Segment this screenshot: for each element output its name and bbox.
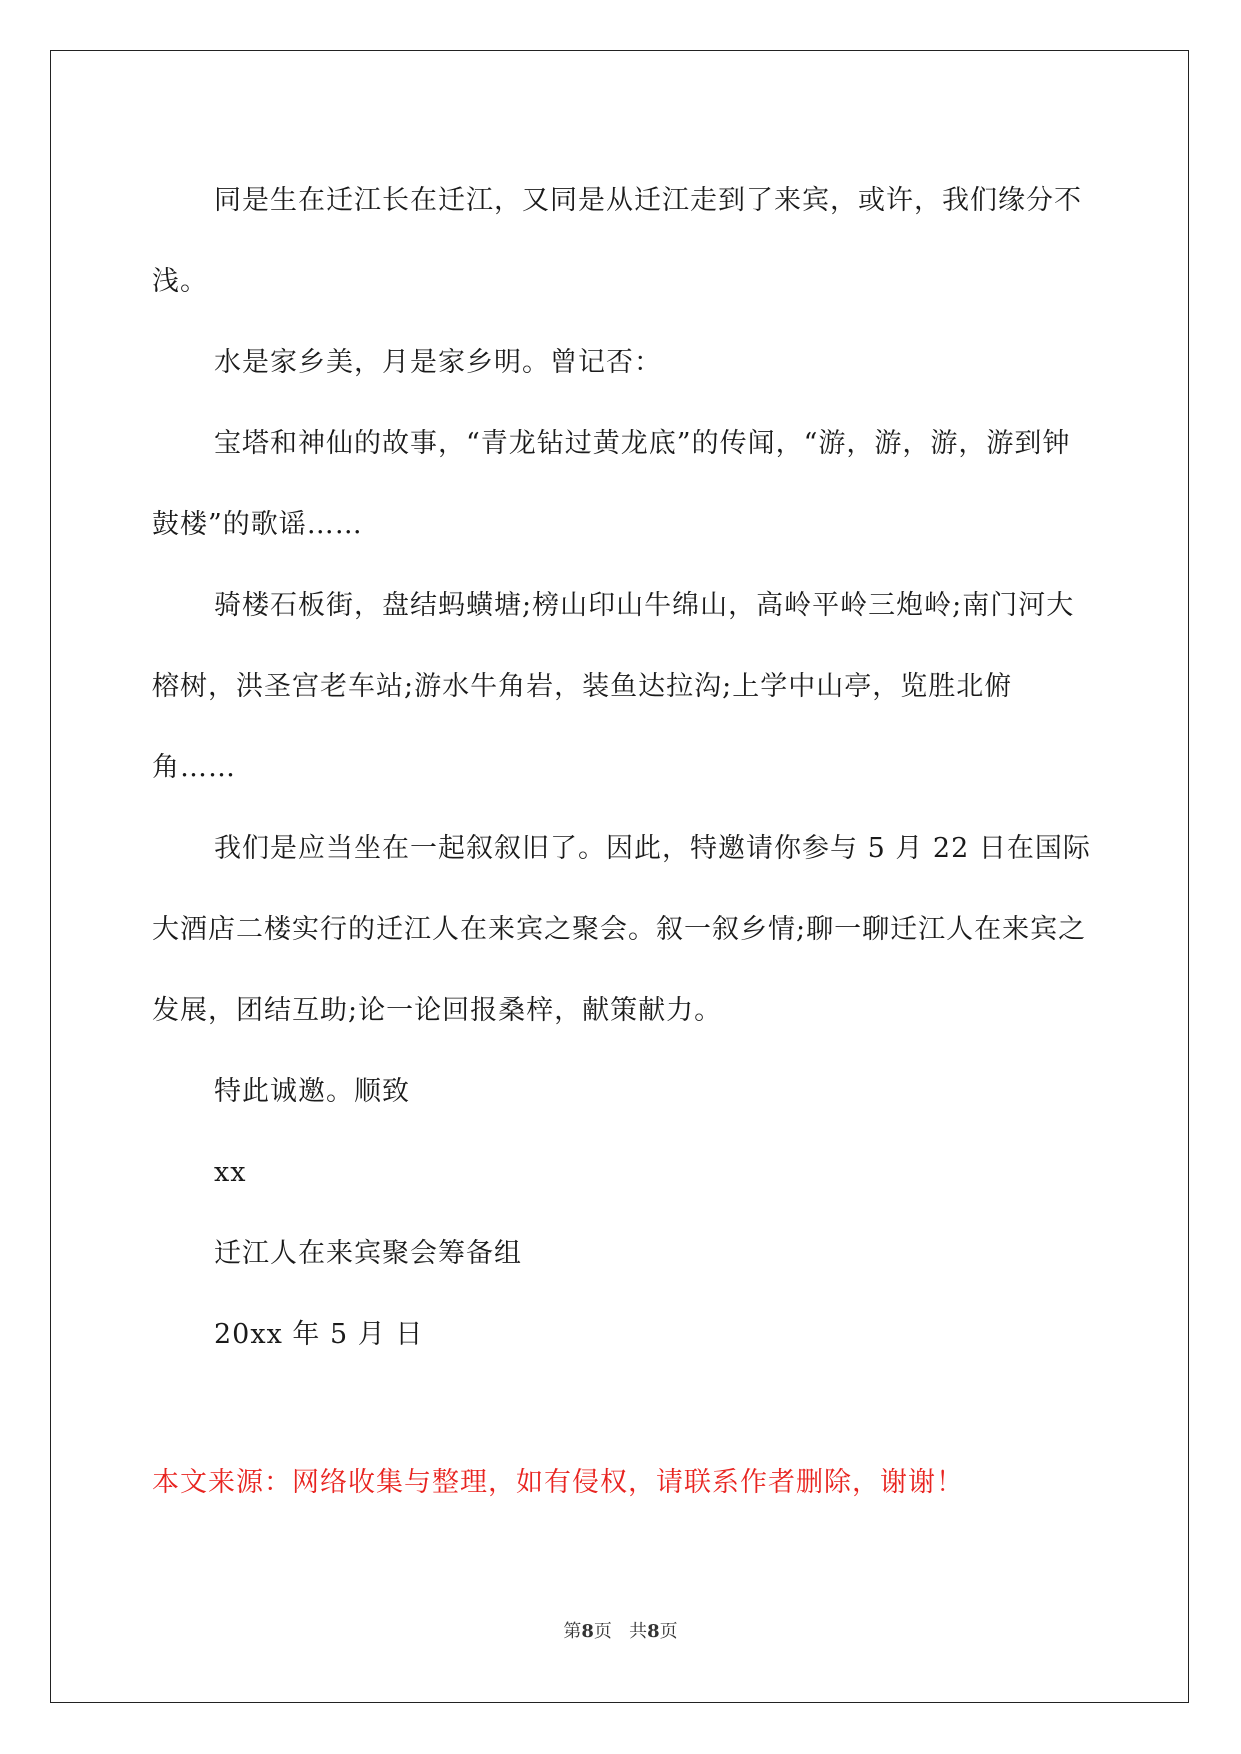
footer-middle: 页 共 <box>593 1621 648 1642</box>
page-footer <box>0 1620 1241 1644</box>
footer-total-pages: 8 <box>647 1621 660 1642</box>
signature-name: xx <box>214 1157 247 1188</box>
source-note: 本文来源：网络收集与整理，如有侵权，请联系作者删除，谢谢！ <box>152 1467 964 1498</box>
footer-page-number: 8 <box>581 1621 594 1642</box>
document-body <box>152 160 1092 1375</box>
signature-organization: 迁江人在来宾聚会筹备组 <box>214 1238 522 1269</box>
closing-line: 特此诚邀。顺致 <box>214 1076 410 1107</box>
footer-suffix: 页 <box>659 1621 678 1642</box>
paragraph-5: 我们是应当坐在一起叙叙旧了。因此，特邀请你参与 5 月 22 日在国际大酒店二楼实行的迁江人在来宾之聚会。叙一叙乡情;聊一聊迁江人在来宾之发展，团结互助;论一论回报桑梓，献策献力。 <box>152 833 1091 1026</box>
signature-date: 20xx 年 5 月 日 <box>214 1319 424 1350</box>
paragraph-2: 水是家乡美，月是家乡明。曾记否： <box>214 347 662 378</box>
paragraph-4: 骑楼石板街，盘结蚂蟥塘;榜山印山牛绵山，高岭平岭三炮岭;南门河大榕树，洪圣宫老车站;游水牛角岩，装鱼达拉沟;上学中山亭，览胜北俯角…… <box>152 590 1075 783</box>
paragraph-3: 宝塔和神仙的故事，“青龙钻过黄龙底”的传闻，“游，游，游，游到钟鼓楼”的歌谣…… <box>152 428 1071 540</box>
paragraph-1: 同是生在迁江长在迁江，又同是从迁江走到了来宾，或许，我们缘分不浅。 <box>152 185 1082 297</box>
footer-prefix: 第 <box>563 1621 582 1642</box>
